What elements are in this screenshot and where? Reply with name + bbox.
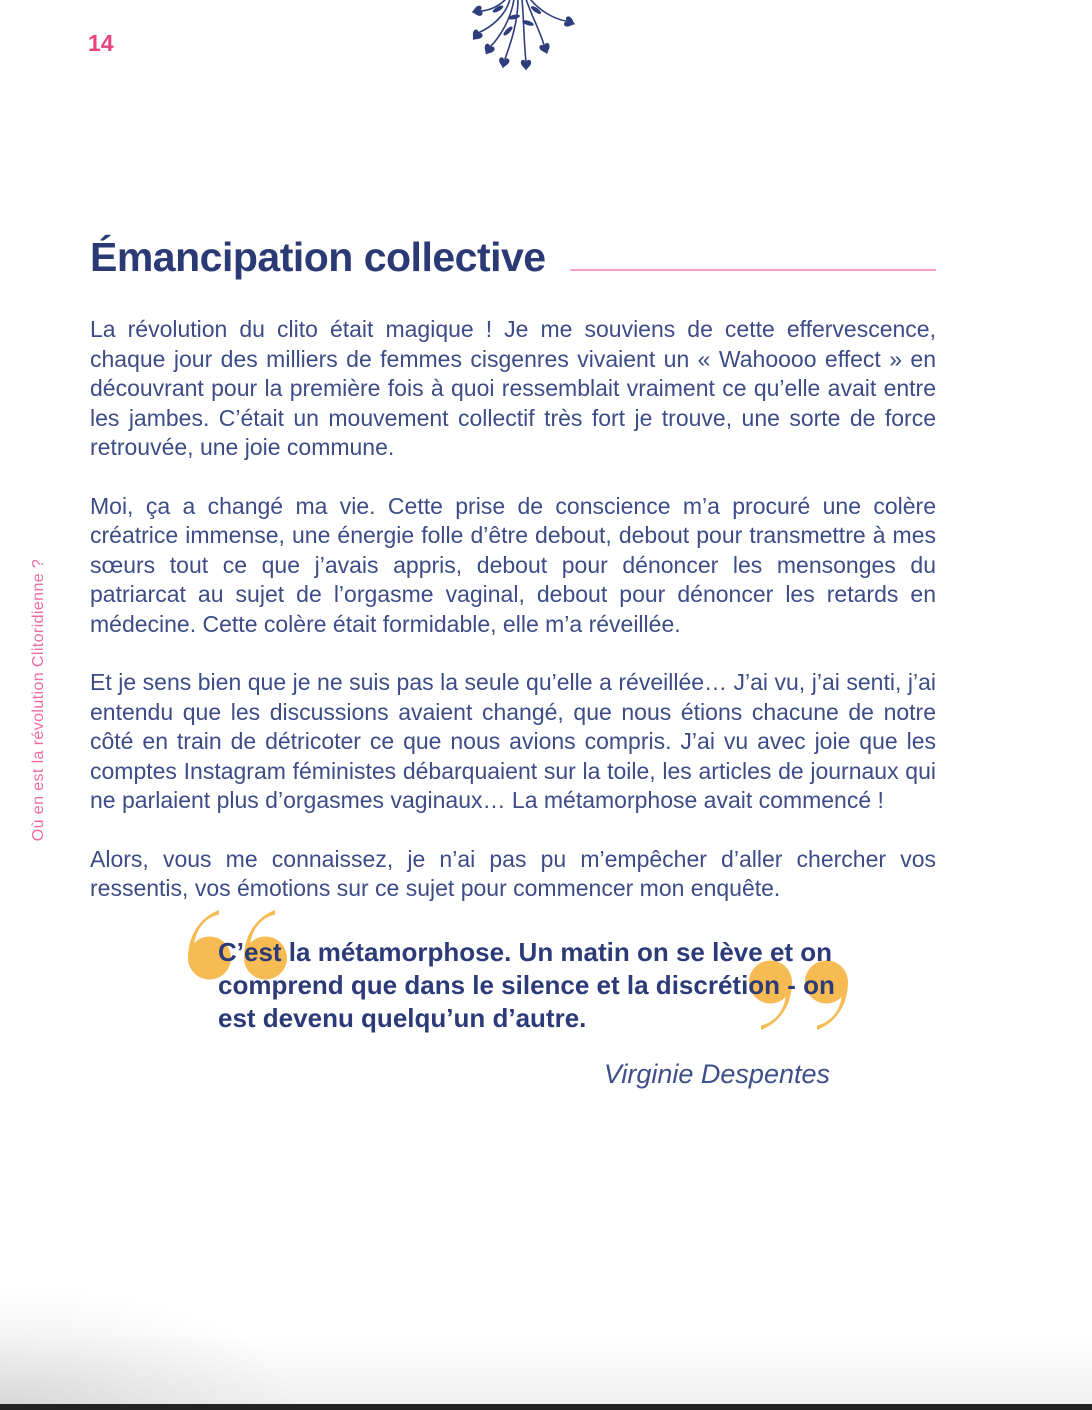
main-content [90, 236, 936, 1090]
chapter-title: Émancipation collective [90, 234, 546, 280]
chapter-title-row [90, 236, 936, 279]
page-number: 14 [88, 30, 114, 56]
body-copy [90, 315, 936, 904]
paragraph: Moi, ça a changé ma vie. Cette prise de conscience m’a procuré une colère créatrice immense, une énergie folle d’être debout, debout pour transmettre à mes sœurs tout ce que j’avais appris, debout pour dénoncer les mensonges du patriarcat au sujet de l’orgasme vaginal, debout pour dénoncer les retards en médecine. Cette colère était formidable, elle m’a réveillée. [90, 492, 936, 637]
paragraph: Alors, vous me connaissez, je n’ai pas pu m’empêcher d’aller chercher vos ressentis, vos émotions sur ce sujet pour commencer mon enquête. [90, 845, 936, 902]
title-underline-rule [570, 269, 936, 271]
section-label-vertical: Où en est la révolution Clitoridienne ? [30, 558, 47, 842]
page-bottom-shadow [0, 1334, 1092, 1404]
viewer-bottom-edge [0, 1404, 1092, 1410]
pull-quote [218, 936, 840, 1090]
botanical-sprig-icon [448, 0, 598, 80]
quote-author: Virginie Despentes [603, 1058, 830, 1089]
quote-text: C’est la métamorphose. Un matin on se lève et on comprend que dans le silence et la discrétion - on est devenu quelqu’un d’autre. [218, 936, 835, 1033]
paragraph: La révolution du clito était magique ! Je me souviens de cette effervescence, chaque jour des milliers de femmes cisgenres vivaient un « Wahoooo effect » en découvrant pour la première fois à quoi ressemblait vraiment ce qu’elle avait entre les jambes. C’était un mouvement collectif très fort je trouve, une sorte de force retrouvée, une joie commune. [90, 316, 936, 461]
paragraph: Et je sens bien que je ne suis pas la seule qu’elle a réveillée… J’ai vu, j’ai senti, j’ai entendu que les discussions avaient changé, que nous étions chacune de notre côté en train de détricoter ce que nous avions compris. J’ai vu avec joie que les comptes Instagram féministes débarquaient sur la toile, les articles de journaux qui ne parlaient plus d’orgasmes vaginaux… La métamorphose avait commencé ! [90, 669, 936, 814]
